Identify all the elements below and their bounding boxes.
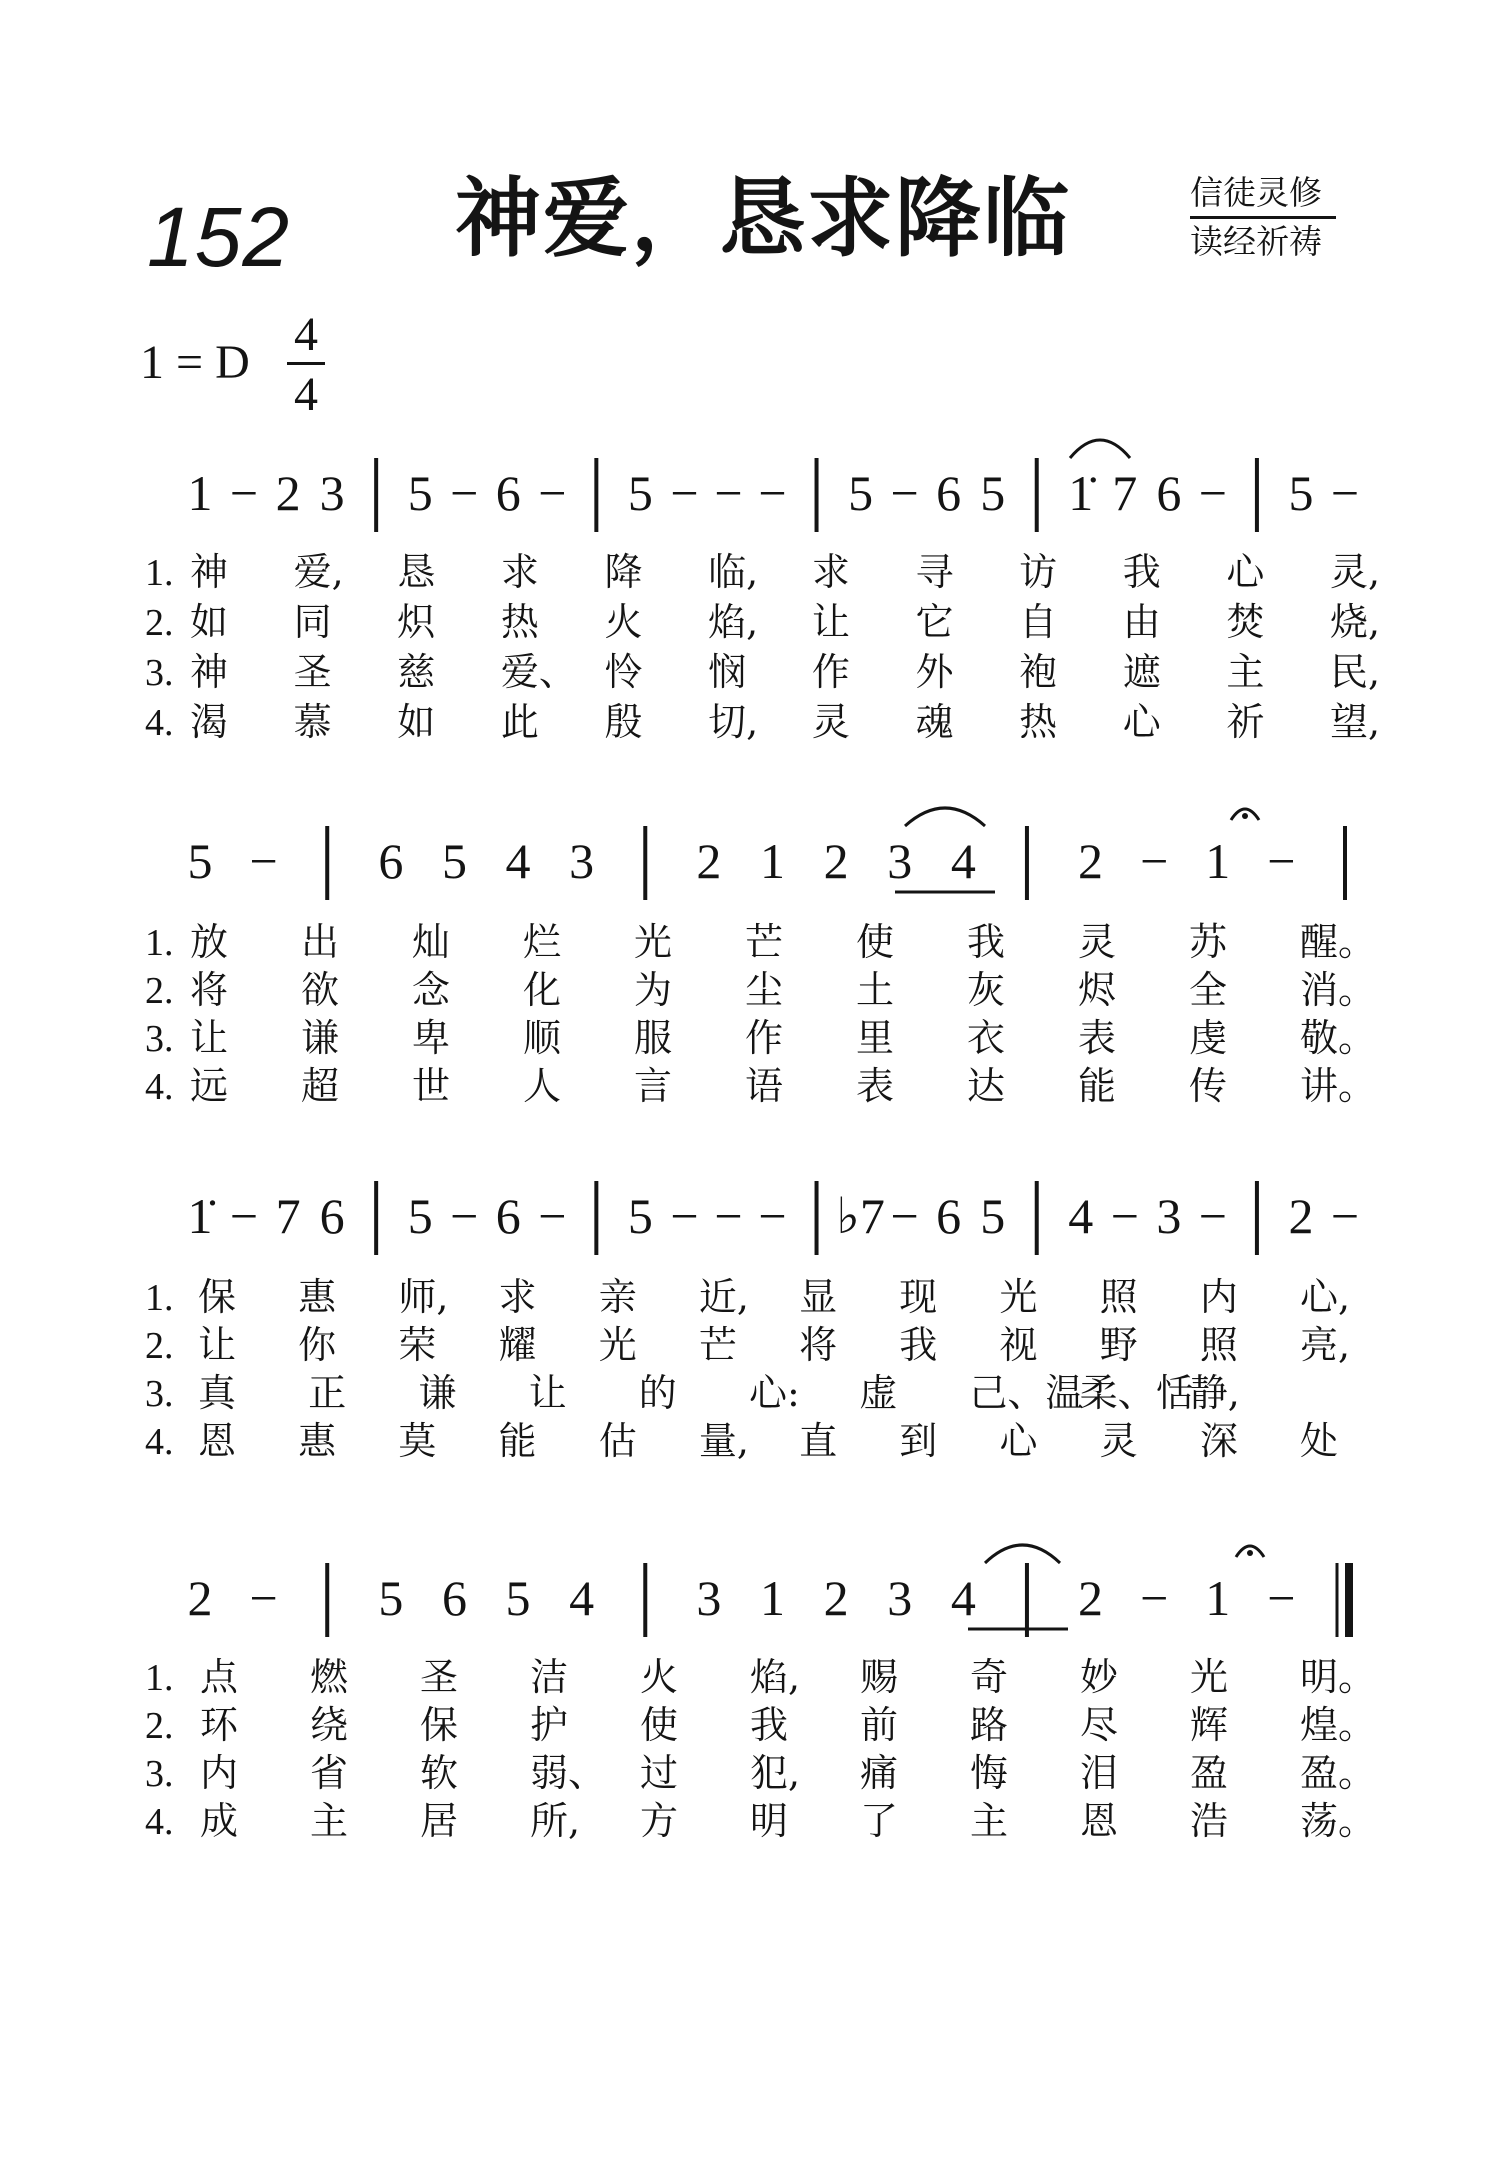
lyric-word: 降 <box>604 550 643 594</box>
lyric-word: 盈 <box>1190 1751 1229 1795</box>
lyric-word: 荣 <box>398 1323 437 1367</box>
fermata-dot <box>1247 1550 1253 1556</box>
lyric-word: 民, <box>1330 650 1381 694</box>
lyric-word: 盈。 <box>1300 1751 1377 1795</box>
lyric-word: 荡。 <box>1300 1799 1377 1843</box>
lyric-word: 袍 <box>1019 650 1058 694</box>
note: 7 <box>1112 465 1138 521</box>
note: 1 <box>1205 1570 1231 1626</box>
lyric-word: 内 <box>200 1751 239 1795</box>
lyric-word: 消。 <box>1300 968 1377 1012</box>
lyric-word: 语 <box>745 1064 784 1108</box>
note: 3 <box>887 1570 913 1626</box>
lyric-word: 将 <box>190 968 229 1012</box>
lyric-word: 奇 <box>970 1655 1009 1699</box>
lyric-word: 我 <box>750 1703 789 1747</box>
lyric-word: 前 <box>860 1703 899 1747</box>
lyric-word: 显 <box>799 1275 838 1319</box>
verse-number: 4. <box>145 1066 174 1108</box>
lyric-word: 远 <box>190 1064 229 1108</box>
note: 2 <box>275 465 301 521</box>
lyric-word: 服 <box>634 1016 673 1060</box>
note: 3 <box>569 833 595 889</box>
dash-note: − <box>249 1570 278 1626</box>
lyric-word: 念 <box>412 968 451 1012</box>
lyric-word: 烬 <box>1078 968 1117 1012</box>
note: 5 <box>505 1570 531 1626</box>
lyric-word: 使 <box>856 920 895 964</box>
note: 6 <box>936 465 962 521</box>
dash-note: − <box>1267 1570 1296 1626</box>
lyric-word: 现 <box>899 1275 938 1319</box>
lyric-word: 火 <box>604 600 643 644</box>
verse-number: 4. <box>145 702 174 744</box>
lyric-word: 内 <box>1199 1275 1238 1319</box>
lyric-word: 切, <box>708 700 759 744</box>
lyric-word: 照 <box>1099 1275 1138 1319</box>
lyric-word: 言 <box>634 1064 673 1108</box>
lyric-word: 洁 <box>530 1655 569 1699</box>
lyric-word: 明 <box>750 1799 789 1843</box>
dash-note: − <box>714 1188 743 1244</box>
hymn-title: 神爱，恳求降临 <box>455 168 1071 269</box>
lyric-word: 心 <box>1122 700 1161 744</box>
lyric-word: 恩 <box>198 1419 237 1463</box>
lyric-word: 真 <box>198 1371 237 1415</box>
lyric-word: 化 <box>523 968 562 1012</box>
lyric-word: 恳 <box>397 550 436 594</box>
lyric-word: 圣 <box>420 1655 459 1699</box>
lyric-word: 痛 <box>860 1751 899 1795</box>
lyric-word: 亮, <box>1300 1323 1351 1367</box>
lyric-word: 顺 <box>523 1016 562 1060</box>
lyric-word: 惠 <box>298 1275 337 1319</box>
note: 2 <box>1078 833 1104 889</box>
lyric-word: 主 <box>970 1799 1009 1843</box>
lyric-word: 如 <box>190 600 229 644</box>
lyric-word: 赐 <box>860 1655 899 1699</box>
dash-note: − <box>1198 1188 1227 1244</box>
note: 6 <box>495 1188 521 1244</box>
lyric-word: 煌。 <box>1300 1703 1377 1747</box>
lyric-word: 保 <box>198 1275 237 1319</box>
lyric-word: 焰, <box>708 600 759 644</box>
dash-note: − <box>714 465 743 521</box>
lyric-word: 此 <box>500 700 539 744</box>
note: 5 <box>848 465 874 521</box>
lyric-word: 灵 <box>811 700 850 744</box>
lyric-word: 热 <box>1019 700 1058 744</box>
lyric-word: 光 <box>1190 1655 1229 1699</box>
lyric-word: 衣 <box>967 1016 1006 1060</box>
lyric-word: 你 <box>298 1323 337 1367</box>
lyric-word: 方 <box>640 1799 679 1843</box>
dash-note: − <box>1110 1188 1139 1244</box>
lyric-word: 过 <box>640 1751 679 1795</box>
verse-number: 3. <box>145 1753 174 1795</box>
dash-note: − <box>1140 833 1169 889</box>
lyric-word: 如 <box>397 700 436 744</box>
lyric-word: 犯, <box>750 1751 801 1795</box>
note: 2 <box>1078 1570 1104 1626</box>
verse-number: 1. <box>145 922 174 964</box>
note: 5 <box>407 465 433 521</box>
lyric-word: 谦 <box>301 1016 340 1060</box>
note: 5 <box>187 833 213 889</box>
lyric-word: 主 <box>1226 650 1265 694</box>
lyric-word: 遮 <box>1122 650 1161 694</box>
dash-note: − <box>758 1188 787 1244</box>
lyric-word: 里 <box>856 1016 895 1060</box>
lyric-word: 心 <box>999 1419 1038 1463</box>
dash-note: − <box>450 465 479 521</box>
slur <box>905 808 985 826</box>
lyric-word: 了 <box>860 1799 899 1843</box>
note: 1̇ <box>1068 465 1094 521</box>
note: 3 <box>319 465 345 521</box>
lyric-word: 灰 <box>967 968 1006 1012</box>
lyric-word: 出 <box>301 920 340 964</box>
lyric-word: 心, <box>1300 1275 1351 1319</box>
note: 1 <box>760 1570 785 1626</box>
lyric-word: 醒。 <box>1300 920 1377 964</box>
lyric-word: 表 <box>1078 1016 1117 1060</box>
dash-note: − <box>538 465 567 521</box>
verse-number: 4. <box>145 1421 174 1463</box>
lyric-word: 芒 <box>745 920 784 964</box>
lyric-word: 芒 <box>698 1323 737 1367</box>
lyric-word: 临, <box>708 550 759 594</box>
lyric-word: 同 <box>293 600 332 644</box>
lyric-word: 人 <box>523 1064 562 1108</box>
note: 4 <box>950 1570 976 1626</box>
dash-note: − <box>538 1188 567 1244</box>
lyric-word: 殷 <box>604 700 643 744</box>
lyric-word: 我 <box>1122 550 1161 594</box>
lyric-word: 烂 <box>523 920 562 964</box>
note: 1 <box>187 465 213 521</box>
lyric-word: 恩 <box>1080 1799 1119 1843</box>
lyric-word: 访 <box>1019 550 1058 594</box>
note: 4 <box>950 833 976 889</box>
lyric-word: 神 <box>190 650 229 694</box>
lyric-word: 辉 <box>1190 1703 1229 1747</box>
lyric-word: 主 <box>310 1799 349 1843</box>
note: 5 <box>407 1188 433 1244</box>
time-signature-top: 4 <box>294 308 318 361</box>
dash-note: − <box>229 1188 259 1244</box>
note: 6 <box>1156 465 1182 521</box>
note: 7 <box>275 1188 301 1244</box>
lyric-word: 外 <box>915 650 954 694</box>
lyric-word: 软 <box>420 1751 459 1795</box>
lyric-word: 保 <box>420 1703 459 1747</box>
note: 2 <box>696 833 722 889</box>
verse-number: 2. <box>145 1705 174 1747</box>
verse-number: 1. <box>145 1657 174 1699</box>
lyric-word: 虚 <box>859 1371 898 1415</box>
lyric-word: 自 <box>1019 600 1058 644</box>
lyric-word: 寻 <box>915 550 954 594</box>
note: 6 <box>936 1188 962 1244</box>
lyric-word: 悔 <box>970 1751 1009 1795</box>
hymn-number: 152 <box>147 190 291 284</box>
lyric-word: 环 <box>200 1703 239 1747</box>
lyric-word: 炽 <box>397 600 436 644</box>
lyric-word: 灵 <box>1078 920 1117 964</box>
lyric-word: 莫 <box>398 1419 437 1463</box>
lyric-word: 妙 <box>1080 1655 1119 1699</box>
note: 5 <box>1288 465 1314 521</box>
dash-note: − <box>890 1188 919 1244</box>
lyric-word: 由 <box>1122 600 1161 644</box>
lyric-word: 我 <box>899 1323 938 1367</box>
lyric-word: 苏 <box>1189 920 1228 964</box>
lyric-word: 路 <box>970 1703 1009 1747</box>
lyric-word: 估 <box>598 1419 637 1463</box>
lyric-word: 烧, <box>1330 600 1381 644</box>
lyric-word: 求 <box>811 550 850 594</box>
dash-note: − <box>1198 465 1227 521</box>
lyric-word: 居 <box>420 1799 459 1843</box>
lyric-word: 让 <box>198 1323 237 1367</box>
lyric-word: 耀 <box>498 1323 537 1367</box>
lyric-word: 静, <box>1189 1371 1240 1415</box>
lyric-word: 明。 <box>1300 1655 1377 1699</box>
lyric-word: 卑 <box>412 1016 451 1060</box>
lyric-word: 惠 <box>298 1419 337 1463</box>
lyric-word: 欲 <box>301 968 340 1012</box>
note: 6 <box>495 465 521 521</box>
lyric-word: 灵 <box>1099 1419 1138 1463</box>
lyric-word: 渴 <box>190 700 229 744</box>
verse-number: 3. <box>145 1018 174 1060</box>
lyric-word: 近, <box>698 1275 750 1319</box>
lyric-word: 灿 <box>412 920 451 964</box>
lyric-word: 虔 <box>1189 1016 1228 1060</box>
dash-note: − <box>758 465 787 521</box>
lyric-word: 超 <box>301 1064 340 1108</box>
lyric-word: 敬。 <box>1300 1016 1377 1060</box>
lyric-word: 爱、 <box>500 650 577 694</box>
lyric-word: 使 <box>640 1703 679 1747</box>
lyric-word: 浩 <box>1190 1799 1229 1843</box>
lyric-word: 的 <box>638 1371 677 1415</box>
note: ♭7 <box>836 1188 885 1244</box>
lyric-word: 成 <box>200 1799 239 1843</box>
lyric-word: 求 <box>498 1275 537 1319</box>
dash-note: − <box>1140 1570 1169 1626</box>
dash-note: − <box>229 465 259 521</box>
note: 2 <box>823 833 849 889</box>
lyric-word: 能 <box>1078 1064 1117 1108</box>
lyric-word: 光 <box>634 920 673 964</box>
lyric-word: 让 <box>528 1371 567 1415</box>
lyric-word: 全 <box>1189 968 1228 1012</box>
time-signature-bottom: 4 <box>294 368 318 421</box>
lyric-word: 祈 <box>1226 700 1265 744</box>
lyric-word: 护 <box>530 1703 569 1747</box>
lyric-word: 到 <box>899 1419 938 1463</box>
lyric-word: 燃 <box>310 1655 349 1699</box>
lyric-word: 直 <box>799 1419 838 1463</box>
note: 3 <box>887 833 913 889</box>
note: 5 <box>627 465 653 521</box>
lyric-word: 所, <box>530 1799 581 1843</box>
lyric-word: 焚 <box>1226 600 1265 644</box>
category-main: 信徒灵修 <box>1190 173 1322 212</box>
lyric-word: 灵, <box>1330 550 1381 594</box>
lyric-word: 亲 <box>598 1275 637 1319</box>
slur <box>985 1545 1060 1563</box>
lyric-word: 光 <box>999 1275 1038 1319</box>
note: 4 <box>569 1570 595 1626</box>
dash-note: − <box>1330 1188 1360 1244</box>
lyric-word: 火 <box>640 1655 679 1699</box>
lyric-word: 将 <box>799 1323 838 1367</box>
dash-note: − <box>670 1188 699 1244</box>
lyric-word: 师, <box>398 1275 449 1319</box>
lyric-word: 处 <box>1300 1419 1339 1463</box>
lyric-word: 热 <box>500 600 539 644</box>
lyric-word: 放 <box>190 920 229 964</box>
lyric-word: 达 <box>967 1064 1006 1108</box>
note: 5 <box>980 465 1006 521</box>
note: 5 <box>378 1570 404 1626</box>
lyric-word: 传 <box>1189 1064 1228 1108</box>
note: 6 <box>319 1188 345 1244</box>
lyric-word: 心 <box>1226 550 1265 594</box>
verse-number: 1. <box>145 552 174 594</box>
fermata-dot <box>1242 813 1248 819</box>
lyric-word: 慈 <box>397 650 436 694</box>
lyric-word: 深 <box>1199 1419 1238 1463</box>
dash-note: − <box>890 465 919 521</box>
lyric-word: 尘 <box>745 968 784 1012</box>
lyric-word: 为 <box>634 968 673 1012</box>
lyric-word: 作 <box>745 1016 784 1060</box>
lyric-word: 作 <box>811 650 850 694</box>
lyric-word: 视 <box>999 1323 1038 1367</box>
note: 6 <box>378 833 404 889</box>
lyric-word: 泪 <box>1080 1751 1119 1795</box>
dash-note: − <box>670 465 699 521</box>
note: 1 <box>1205 833 1231 889</box>
lyric-word: 魂 <box>915 700 954 744</box>
note: 1̇ <box>187 1188 213 1244</box>
lyric-word: 己、温 <box>969 1371 1084 1415</box>
category-sub: 读经祈祷 <box>1190 222 1322 261</box>
verse-number: 1. <box>145 1277 174 1319</box>
lyric-word: 土 <box>856 968 895 1012</box>
key-signature: 1 = D <box>140 336 250 389</box>
lyric-word: 野 <box>1099 1323 1138 1367</box>
lyric-word: 爱, <box>293 550 344 594</box>
lyric-word: 讲。 <box>1300 1064 1377 1108</box>
lyric-word: 世 <box>412 1064 451 1108</box>
lyric-word: 能 <box>498 1419 537 1463</box>
lyric-word: 焰, <box>750 1655 801 1699</box>
lyric-word: 望, <box>1330 700 1381 744</box>
dash-note: − <box>450 1188 479 1244</box>
dash-note: − <box>1267 833 1296 889</box>
lyric-word: 量, <box>698 1419 750 1463</box>
note: 4 <box>1068 1188 1094 1244</box>
lyric-word: 照 <box>1199 1323 1238 1367</box>
note: 5 <box>627 1188 653 1244</box>
verse-number: 3. <box>145 1373 174 1415</box>
lyric-word: 求 <box>500 550 539 594</box>
lyric-word: 它 <box>915 600 954 644</box>
lyric-word: 柔、恬 <box>1079 1371 1194 1415</box>
dash-note: − <box>249 833 278 889</box>
note: 2 <box>823 1570 849 1626</box>
lyric-word: 正 <box>308 1371 347 1415</box>
verse-number: 2. <box>145 1325 174 1367</box>
note: 3 <box>696 1570 722 1626</box>
note: 2 <box>1288 1188 1314 1244</box>
lyric-word: 让 <box>811 600 850 644</box>
verse-number: 4. <box>145 1801 174 1843</box>
verse-number: 2. <box>145 602 174 644</box>
lyric-word: 让 <box>190 1016 229 1060</box>
note: 4 <box>505 833 531 889</box>
note: 5 <box>441 833 467 889</box>
lyric-word: 我 <box>967 920 1006 964</box>
lyric-word: 心: <box>749 1371 800 1415</box>
lyric-word: 悯 <box>708 650 747 694</box>
lyric-word: 慕 <box>293 700 332 744</box>
lyric-word: 点 <box>200 1655 239 1699</box>
slur <box>1070 440 1130 458</box>
note: 2 <box>187 1570 213 1626</box>
dash-note: − <box>1330 465 1360 521</box>
lyric-word: 尽 <box>1080 1703 1119 1747</box>
note: 3 <box>1156 1188 1182 1244</box>
lyric-word: 怜 <box>604 650 643 694</box>
lyric-word: 圣 <box>293 650 332 694</box>
lyric-word: 表 <box>856 1064 895 1108</box>
note: 5 <box>980 1188 1006 1244</box>
verse-number: 2. <box>145 970 174 1012</box>
verse-number: 3. <box>145 652 174 694</box>
lyric-word: 弱、 <box>530 1751 607 1795</box>
note: 6 <box>441 1570 467 1626</box>
lyric-word: 光 <box>598 1323 637 1367</box>
lyric-word: 省 <box>310 1751 349 1795</box>
lyric-word: 神 <box>190 550 229 594</box>
note: 1 <box>760 833 785 889</box>
lyric-word: 绕 <box>310 1703 349 1747</box>
lyric-word: 谦 <box>418 1371 457 1415</box>
